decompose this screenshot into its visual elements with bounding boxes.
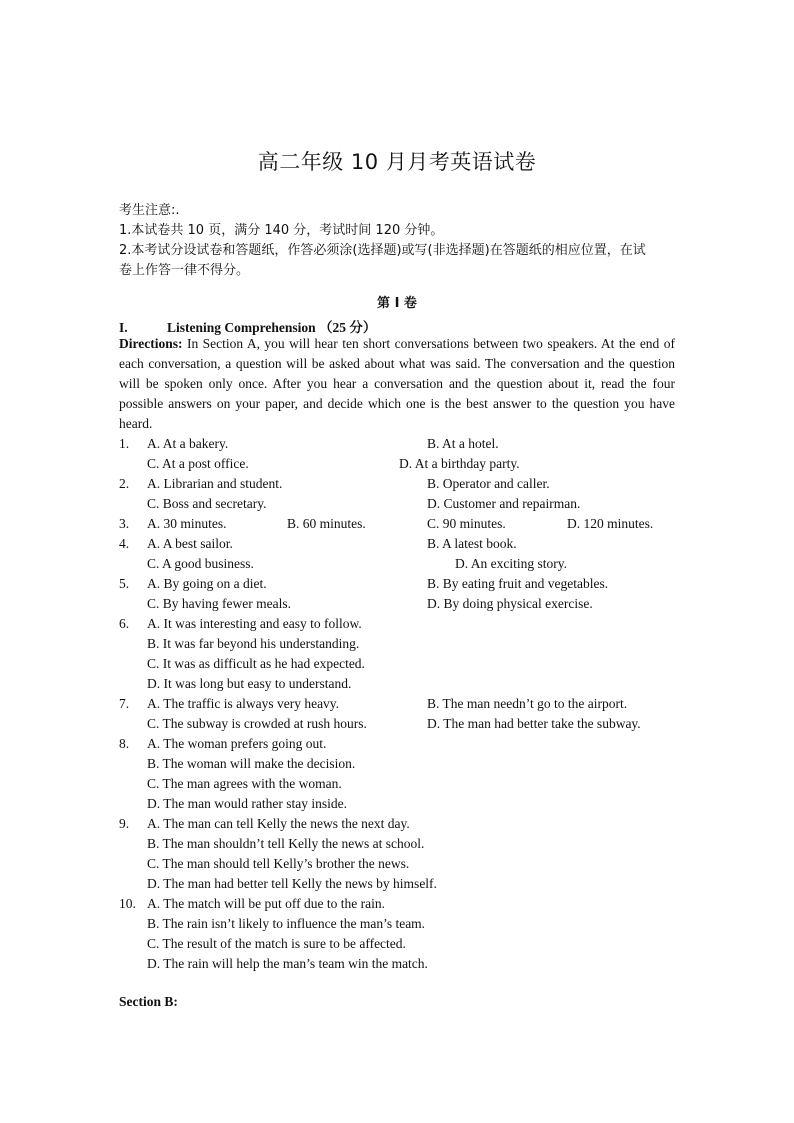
question-6-row-4: [119, 674, 679, 694]
option-a: A. At a bakery.: [147, 436, 229, 451]
question-5-row-1: [119, 574, 679, 594]
option-b: B. The man needn’t go to the airport.: [427, 696, 628, 711]
option-c: C. 90 minutes.: [427, 516, 506, 531]
question-10-row-2: [119, 914, 679, 934]
option-a: A. A best sailor.: [147, 536, 233, 551]
option-b: B. Operator and caller.: [427, 476, 550, 491]
question-number: 6.: [119, 616, 130, 631]
question-6-row-3: [119, 654, 679, 674]
option-b: B. The woman will make the decision.: [147, 756, 356, 771]
question-6-row-1: [119, 614, 679, 634]
notice-block: [119, 201, 675, 281]
option-a: A. It was interesting and easy to follow.: [147, 616, 362, 631]
option-b: B. A latest book.: [427, 536, 517, 551]
option-a: A. The traffic is always very heavy.: [147, 696, 340, 711]
question-number: 1.: [119, 436, 130, 451]
option-d: D. The man had better take the subway.: [427, 716, 641, 731]
question-3-row-1: [119, 514, 679, 534]
option-b: B. It was far beyond his understanding.: [147, 636, 360, 651]
directions-label: Directions:: [119, 336, 183, 351]
option-c: C. The subway is crowded at rush hours.: [147, 716, 367, 731]
option-c: C. By having fewer meals.: [147, 596, 291, 611]
question-5-row-2: [119, 594, 679, 614]
option-d: D. Customer and repairman.: [427, 496, 581, 511]
option-d: D. The man would rather stay inside.: [147, 796, 347, 811]
notice-line-2a: 2.本考试分设试卷和答题纸，作答必须涂(选择题)或写(非选择题)在答题纸的相应位置，在试: [119, 243, 646, 258]
section-b-heading: Section B:: [119, 994, 178, 1009]
question-number: 5.: [119, 576, 130, 591]
option-d: D. 120 minutes.: [567, 516, 654, 531]
question-7-row-1: [119, 694, 679, 714]
question-2-row-2: [119, 494, 679, 514]
option-c: C. The man should tell Kelly’s brother the news.: [147, 856, 410, 871]
question-9-row-2: [119, 834, 679, 854]
question-number: 3.: [119, 516, 130, 531]
notice-heading: 考生注意:.: [119, 203, 180, 218]
question-10-row-3: [119, 934, 679, 954]
option-d: D. The man had better tell Kelly the news by himself.: [147, 876, 437, 891]
question-10-row-4: [119, 954, 679, 974]
section-1-heading: [119, 316, 376, 336]
question-number: 2.: [119, 476, 130, 491]
option-c: C. A good business.: [147, 556, 254, 571]
directions-paragraph: [119, 334, 675, 434]
question-number: 4.: [119, 536, 130, 551]
option-c: C. It was as difficult as he had expected.: [147, 656, 365, 671]
question-7-row-2: [119, 714, 679, 734]
option-c: C. At a post office.: [147, 456, 249, 471]
option-a: A. 30 minutes.: [147, 516, 227, 531]
question-number: 9.: [119, 816, 130, 831]
notice-line-1: 1.本试卷共 10 页，满分 140 分，考试时间 120 分钟。: [119, 223, 444, 238]
exam-title: 高二年级 10 月月考英语试卷: [257, 150, 537, 174]
question-8-row-3: [119, 774, 679, 794]
part-label: 第 I 卷: [377, 296, 417, 311]
option-b: B. By eating fruit and vegetables.: [427, 576, 609, 591]
option-c: C. The result of the match is sure to be affected.: [147, 936, 406, 951]
question-number: 10.: [119, 896, 136, 911]
option-b: B. The man shouldn’t tell Kelly the news at school.: [147, 836, 425, 851]
option-b: B. 60 minutes.: [287, 516, 366, 531]
question-9-row-1: [119, 814, 679, 834]
option-a: A. The match will be put off due to the rain.: [147, 896, 385, 911]
option-d: D. By doing physical exercise.: [427, 596, 593, 611]
question-4-row-1: [119, 534, 679, 554]
option-b: B. The rain isn’t likely to influence the man’s team.: [147, 916, 426, 931]
option-a: A. Librarian and student.: [147, 476, 283, 491]
question-8-row-4: [119, 794, 679, 814]
option-d: D. The rain will help the man’s team win the match.: [147, 956, 428, 971]
question-number: 8.: [119, 736, 130, 751]
section-1-number: I.: [119, 320, 128, 335]
question-9-row-4: [119, 874, 679, 894]
option-b: B. At a hotel.: [427, 436, 499, 451]
question-6-row-2: [119, 634, 679, 654]
question-8-row-2: [119, 754, 679, 774]
question-8-row-1: [119, 734, 679, 754]
question-1-row-1: [119, 434, 679, 454]
question-10-row-1: [119, 894, 679, 914]
question-4-row-2: [119, 554, 679, 574]
section-1-title: Listening Comprehension （25 分）: [167, 320, 377, 335]
question-2-row-1: [119, 474, 679, 494]
option-a: A. The woman prefers going out.: [147, 736, 327, 751]
notice-line-2b: 卷上作答一律不得分。: [119, 263, 250, 278]
option-d: D. At a birthday party.: [399, 456, 520, 471]
option-c: C. The man agrees with the woman.: [147, 776, 342, 791]
option-d: D. An exciting story.: [455, 556, 567, 571]
option-a: A. The man can tell Kelly the news the next day.: [147, 816, 410, 831]
directions-text: In Section A, you will hear ten short conversations between two speakers. At the end of each conversation, a question will be asked about what was said. The conversation and the question will be spoken only once. After you hear a conversation and the question about it, read the four possible answers on your paper, and decide which one is the best answer to the question you have heard.: [119, 336, 675, 431]
option-d: D. It was long but easy to understand.: [147, 676, 352, 691]
question-1-row-2: [119, 454, 679, 474]
question-number: 7.: [119, 696, 130, 711]
option-a: A. By going on a diet.: [147, 576, 267, 591]
option-c: C. Boss and secretary.: [147, 496, 267, 511]
question-9-row-3: [119, 854, 679, 874]
